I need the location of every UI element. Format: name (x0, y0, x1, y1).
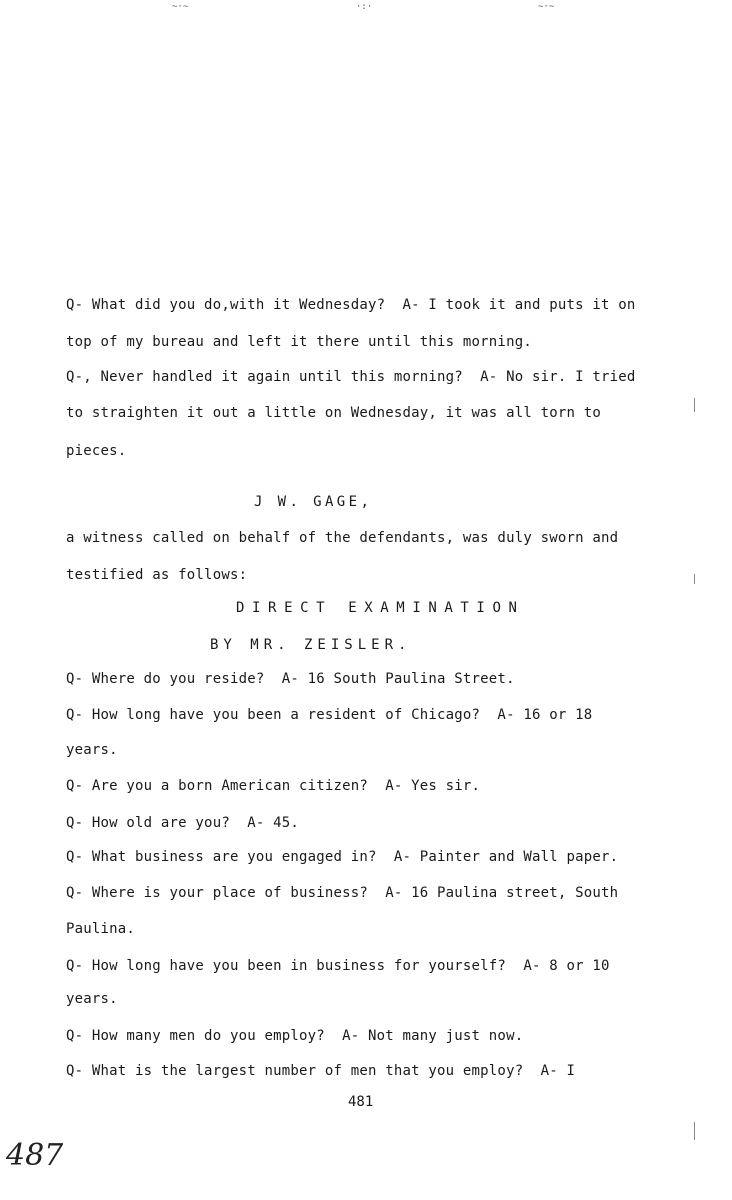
transcript-line: years. (66, 742, 118, 758)
handwritten-page-number: 487 (6, 1138, 64, 1173)
transcript-line: a witness called on behalf of the defendants, was duly sworn and (66, 530, 619, 546)
section-heading: DIRECT EXAMINATION (236, 600, 525, 616)
transcript-line: Q- How old are you? A- 45. (66, 815, 299, 831)
transcript-line: pieces. (66, 443, 127, 459)
transcript-line: Q- Where do you reside? A- 16 South Paulina Street. (66, 671, 515, 687)
transcript-line: Paulina. (66, 921, 136, 937)
transcript-line: Q- How long have you been in business for yourself? A- 8 or 10 (66, 958, 610, 974)
top-mark-left: ~·~ (172, 2, 189, 12)
right-margin-mark (694, 398, 695, 412)
examiner-line: BY MR. ZEISLER. (210, 637, 412, 653)
transcript-line: Q- What is the largest number of men that you employ? A- I (66, 1063, 576, 1079)
transcript-line: years. (66, 991, 118, 1007)
page-number: 481 (348, 1094, 374, 1110)
top-mark-right: ~·~ (538, 2, 555, 12)
transcript-line: testified as follows: (66, 567, 248, 583)
transcript-line: Q- What did you do,with it Wednesday? A- I took it and puts it on (66, 297, 636, 313)
transcript-line: Q- How long have you been a resident of Chicago? A- 16 or 18 (66, 707, 593, 723)
transcript-line: Q- Where is your place of business? A- 16 Paulina street, South (66, 885, 619, 901)
transcript-line: Q- How many men do you employ? A- Not many just now. (66, 1028, 524, 1044)
transcript-line: to straighten it out a little on Wednesday, it was all torn to (66, 405, 601, 421)
right-margin-mark (694, 1122, 695, 1140)
witness-name: J W. GAGE, (254, 494, 373, 510)
top-mark-center: ·:· (356, 2, 373, 12)
right-margin-mark (694, 574, 695, 584)
transcript-line: Q- What business are you engaged in? A- Painter and Wall paper. (66, 849, 619, 865)
transcript-line: top of my bureau and left it there until this morning. (66, 334, 532, 350)
transcript-line: Q-, Never handled it again until this morning? A- No sir. I tried (66, 369, 636, 385)
transcript-line: Q- Are you a born American citizen? A- Yes sir. (66, 778, 481, 794)
